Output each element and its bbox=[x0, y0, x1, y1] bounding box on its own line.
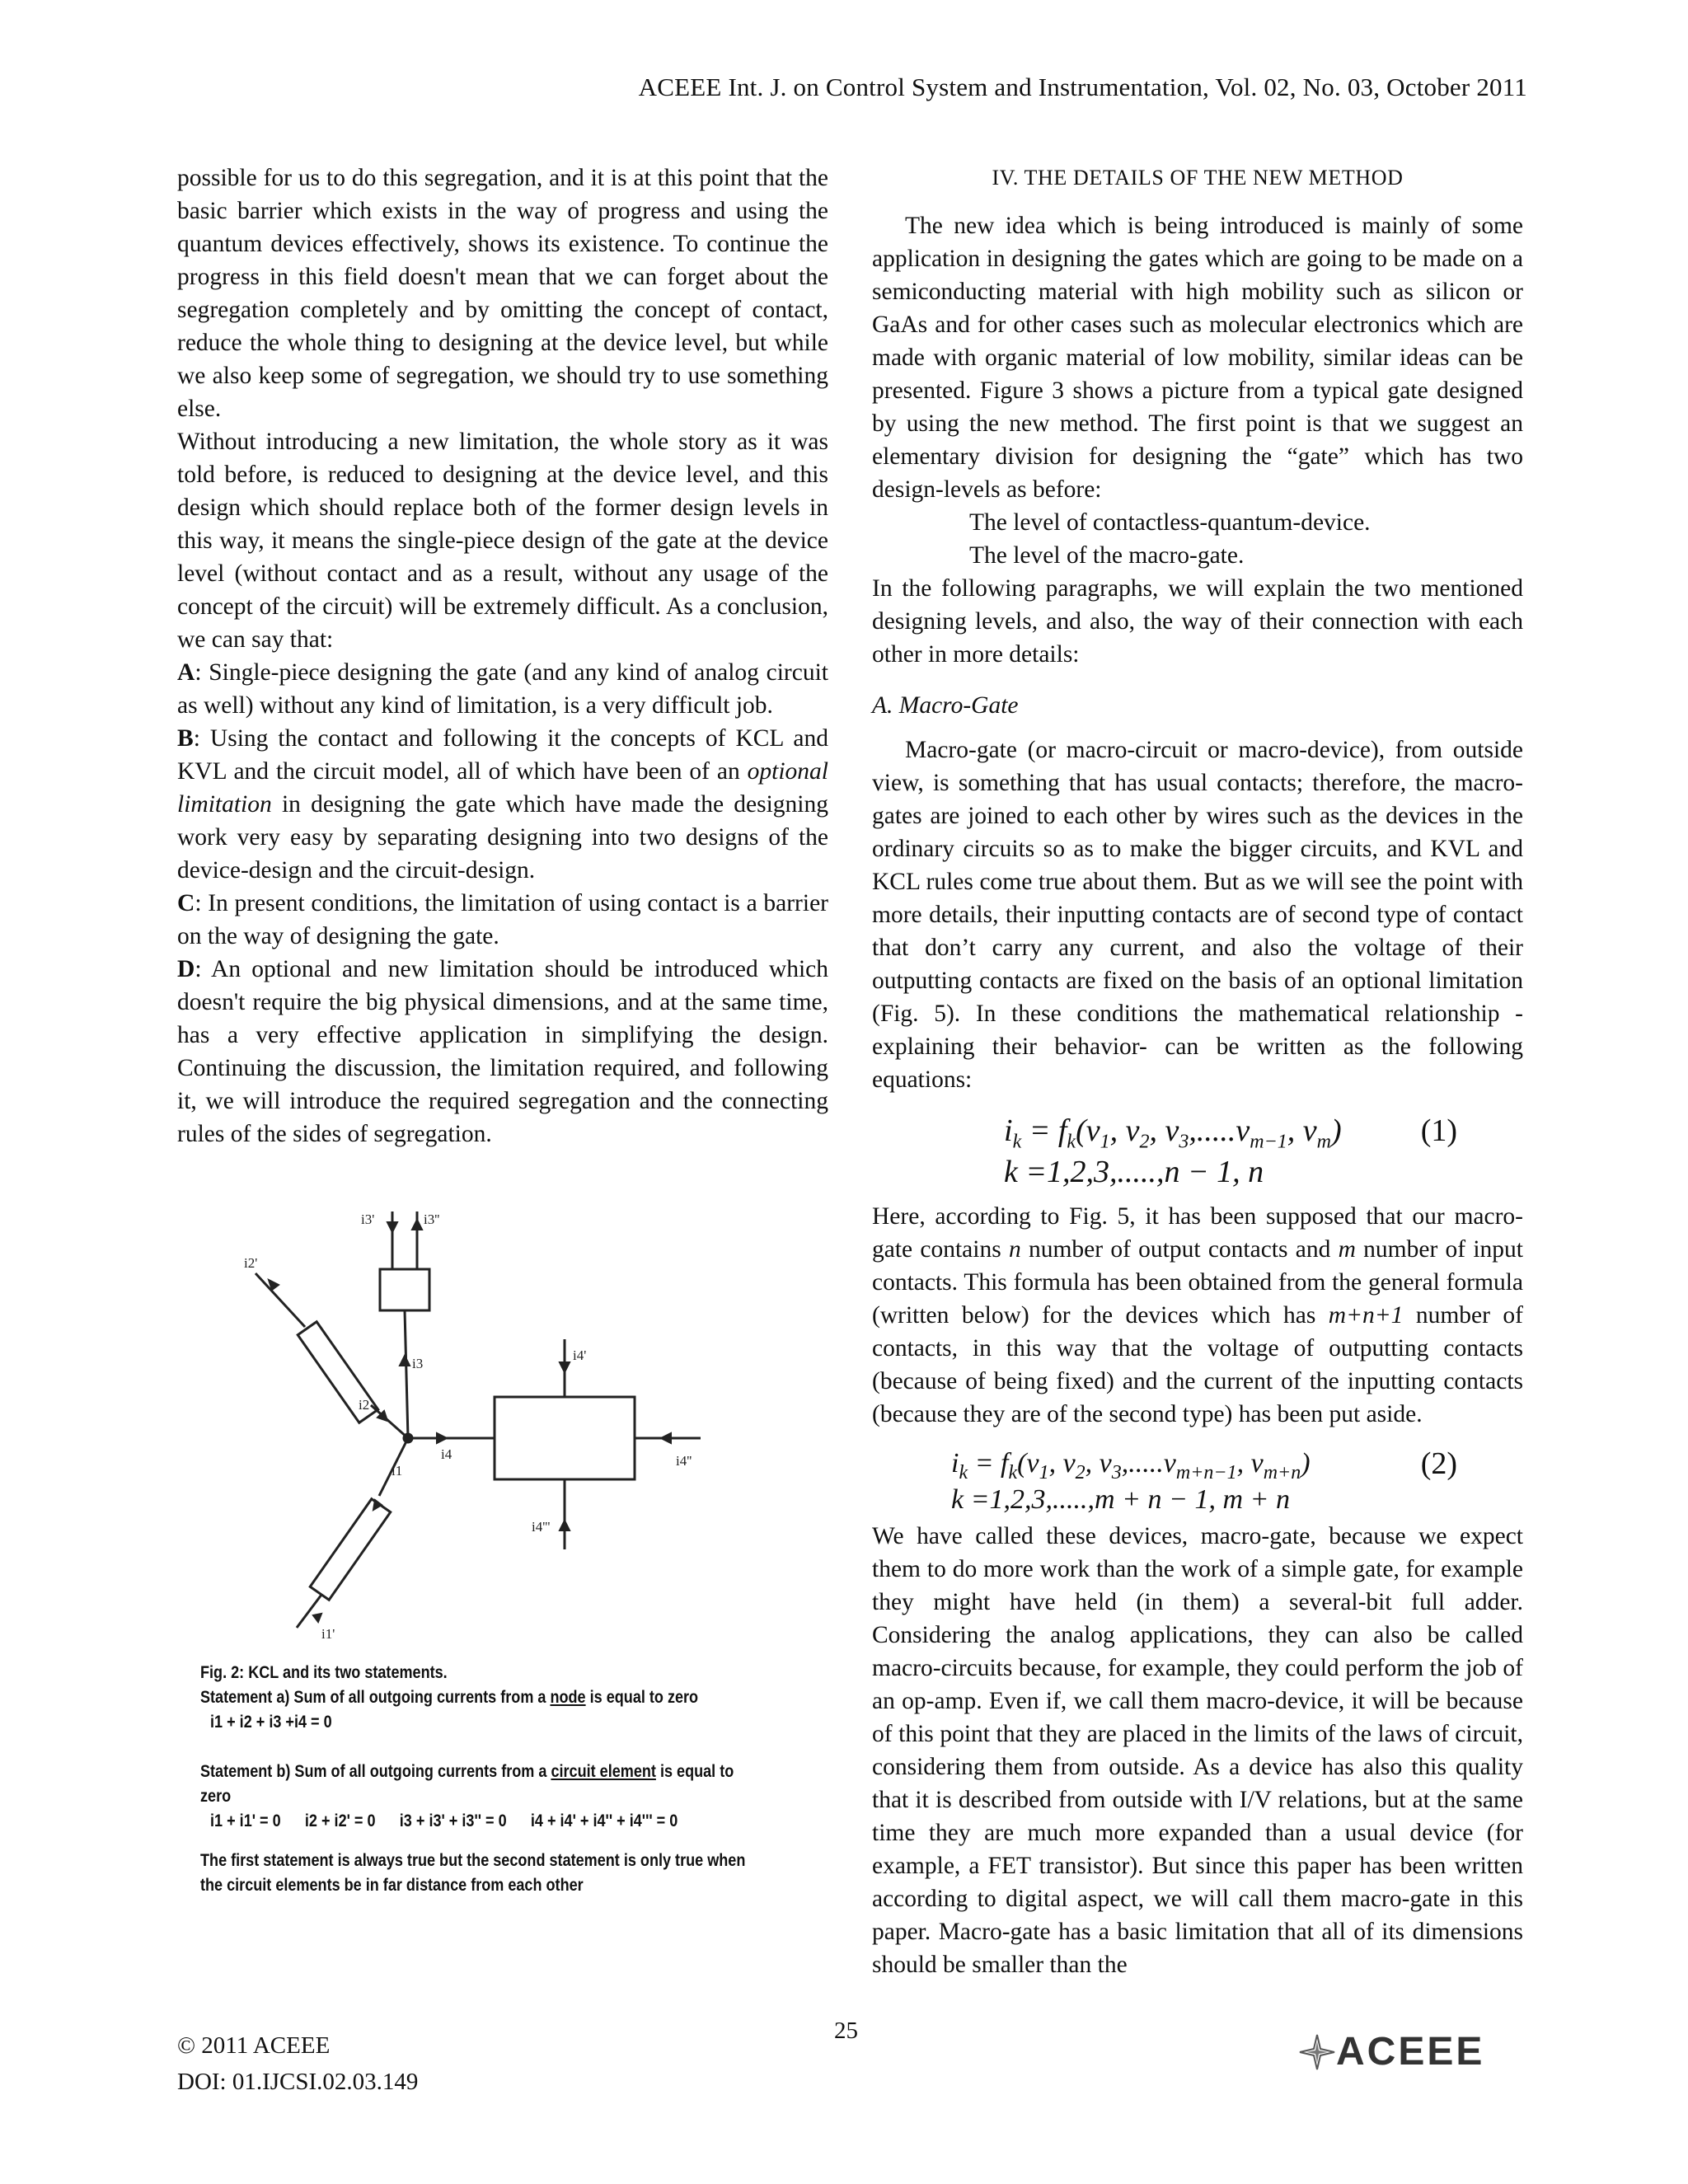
paragraph: The new idea which is being introduced is mainly of some application in designing the gates which are going to be made on a semiconducting material with high mobility such as silicon or GaAs and for other cases such as molecular electronics which are made with organic material of low mobility, similar ideas can be presented. Figure 3 shows a picture from a typical gate designed by using the new method. The first point is that we suggest an elementary division for designing the “gate” which has two design-levels as before: bbox=[872, 213, 1523, 503]
statement-a: A: Single-piece designing the gate (and any kind of analog circuit as well) without any kind of limitation, is a very difficult job. bbox=[177, 659, 828, 719]
subsection-heading: A. Macro-Gate bbox=[872, 692, 1019, 719]
copyright: © 2011 ACEEE bbox=[177, 2032, 331, 2059]
equation-number: (1) bbox=[1420, 1113, 1457, 1148]
right-column bbox=[872, 162, 1523, 1981]
equation-number: (2) bbox=[1420, 1446, 1457, 1481]
aceee-logo bbox=[1298, 2029, 1484, 2074]
footer-left bbox=[177, 2027, 418, 2100]
label-i1p: i1' bbox=[321, 1626, 335, 1642]
label-i3p: i3' bbox=[361, 1212, 375, 1227]
section-title: IV. THE DETAILS OF THE NEW METHOD bbox=[992, 166, 1404, 190]
statement-b-eqs: i1 + i1' = 0 i2 + i2' = 0 i3 + i3' + i3'' = 0 i4 + i4' + i4'' + i4''' = 0 bbox=[210, 1811, 678, 1830]
page-number: 25 bbox=[834, 2018, 858, 2044]
label-i3: i3 bbox=[412, 1356, 424, 1371]
statement-a-eq: i1 + i2 + i3 +i4 = 0 bbox=[210, 1713, 332, 1732]
label-i4: i4 bbox=[441, 1446, 452, 1462]
statement-b-text: Statement b) Sum of all outgoing currents from a circuit element is equal to zero bbox=[200, 1762, 734, 1806]
figure-note: The first statement is always true but the second statement is only true when the circuit elements be in far distance from each other bbox=[200, 1851, 746, 1895]
statement-a-text: Statement a) Sum of all outgoing currents from a node is equal to zero bbox=[200, 1688, 699, 1707]
statement-c: C: In present conditions, the limitation of using contact is a barrier on the way of designing the gate. bbox=[177, 890, 828, 949]
label-i4pp: i4'' bbox=[676, 1453, 692, 1469]
equation-2: $i_k = f_k(v_1$, $v_2$, $v_3,.....v_{m+n-1}$, $v_{m+n}$) k =1,2,3,.....,m + n − 1, m + n (2) bbox=[951, 1446, 1457, 1515]
paragraph: We have called these devices, macro-gate, because we expect them to do more work than the work of a simple gate, for example they might have held (in them) a several-bit full adder. Considering the analog applications, they can also be called macro-circuits because, for example, they could perform the job of an op-amp. Even if, we call them macro-device, it will be because of this point that they are placed in the limits of the laws of circuit, considering them from outside. As a device has also this quality that it is described from outside with I/V relations, but at the same time they are much more expanded than a usual device (for example, a FET transistor). But since this paper has been written according to digital aspect, we will call them macro-gate in this paper. Macro-gate has a basic limitation that all of its dimensions should be smaller than the bbox=[872, 1523, 1523, 1978]
label-i3pp: i3'' bbox=[424, 1212, 440, 1227]
caption-title: Fig. 2: KCL and its two statements. bbox=[200, 1663, 448, 1682]
journal-header: ACEEE Int. J. on Control System and Instrumentation, Vol. 02, No. 03, October 2011 bbox=[638, 73, 1527, 101]
star-icon bbox=[1298, 2033, 1336, 2071]
element-resistor-i1 bbox=[310, 1499, 391, 1601]
paragraph: Without introducing a new limitation, the whole story as it was told before, is reduced to designing at the device level, and this design which should replace both of the former design levels in this way, it means the single-piece design of the gate at the device level (without contact and as a result, without any usage of the concept of the circuit) will be extremely difficult. As a conclusion, we can say that: bbox=[177, 429, 828, 653]
logo-text: ACEEE bbox=[1336, 2030, 1485, 2074]
label-i1: i1 bbox=[392, 1463, 403, 1479]
statement-d: D: An optional and new limitation should be introduced which doesn't require the big physical dimensions, and at the same time, has a very effective application in simplifying the design. Continuing the discussion, the limitation required, and following it, we will introduce the required segregation and the connecting rules of the sides of segregation. bbox=[177, 956, 828, 1147]
element-box-i4 bbox=[495, 1397, 635, 1479]
level-item: The level of the macro-gate. bbox=[969, 542, 1245, 569]
label-i4p: i4' bbox=[573, 1347, 587, 1363]
design-levels bbox=[872, 506, 1523, 572]
figure-caption bbox=[200, 1661, 760, 1898]
paragraph: In the following paragraphs, we will explain the two mentioned designing levels, and also, the way of their connection with each other in more details: bbox=[872, 575, 1523, 668]
level-item: The level of contactless-quantum-device. bbox=[969, 509, 1371, 536]
equation-1: $i_k = f_k(v_1$, $v_2$, $v_3,.....v_{m-1}$, $v_m$) k =1,2,3,.....,n − 1, n (1) bbox=[1004, 1113, 1457, 1189]
paragraph: Here, according to Fig. 5, it has been supposed that our macro-gate contains n number of output contacts and m number of input contacts. This formula has been obtained from the general formula (written below) for the devices which has m+n+1 number of contacts, in this way that the voltage of outputting contacts (because of being fixed) and the current of the inputting contacts (because they are of the second type) has been put aside. bbox=[872, 1203, 1524, 1427]
label-i4ppp: i4''' bbox=[532, 1519, 551, 1535]
statement-b: B: Using the contact and following it the concepts of KCL and KVL and the circuit model, all of which have been of an optional limitation in designing the gate which have made the designing work very easy by separating designing into two designs of the device-design and the circuit-design. bbox=[177, 725, 828, 883]
paragraph: possible for us to do this segregation, and it is at this point that the basic barrier which exists in the way of progress and using the quantum devices effectively, shows its existence. To continue the progress in this field doesn't mean that we can forget about the segregation completely and by omitting the concept of contact, reduce the whole thing to designing at the device level, but while we also keep some of segregation, we should try to use something else. bbox=[177, 165, 828, 422]
label-i2: i2 bbox=[359, 1397, 370, 1413]
doi: DOI: 01.IJCSI.02.03.149 bbox=[177, 2069, 419, 2095]
label-i2p: i2' bbox=[244, 1255, 258, 1271]
paragraph: Macro-gate (or macro-circuit or macro-device), from outside view, is something that has usual contacts; therefore, the macro-gates are joined to each other by wires such as the devices in the ordinary circuits so as to make the bigger circuits, and KVL and KCL rules come true about them. But as we will see the point with more details, their inputting contacts are of second type of contact that don’t carry any current, and also the voltage of their outputting contacts are fixed on the basis of an optional limitation (Fig. 5). In these conditions the mathematical relationship -explaining their behavior- can be written as the following equations: bbox=[872, 737, 1523, 1093]
element-box-i3 bbox=[380, 1269, 429, 1310]
left-column bbox=[177, 162, 828, 1151]
